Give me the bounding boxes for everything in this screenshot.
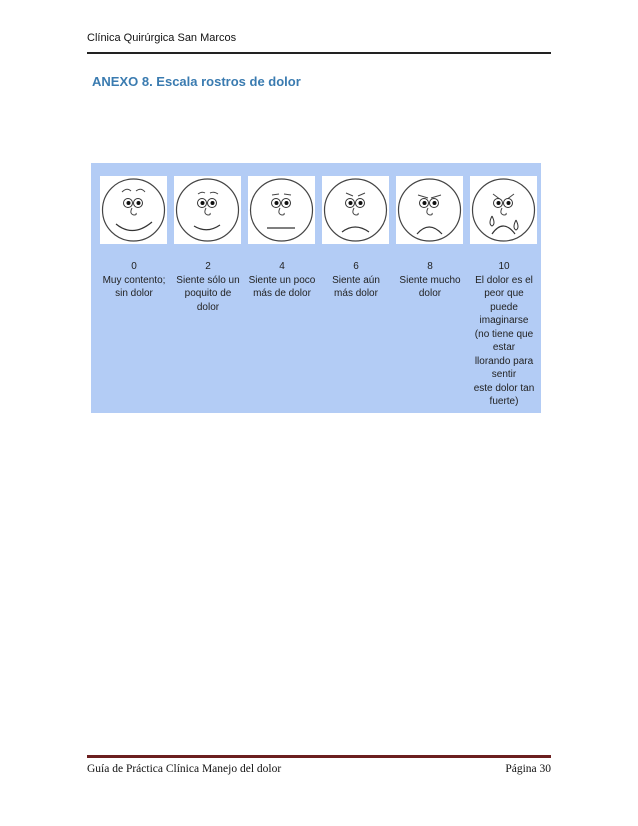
- scale-value: 4: [279, 261, 285, 272]
- page-header: Clínica Quirúrgica San Marcos: [87, 32, 237, 44]
- page-number: Página 30: [505, 763, 551, 775]
- face-4-icon: [248, 176, 315, 244]
- scale-label-0: [94, 260, 174, 301]
- scale-description: El dolor es el peor que puede imaginarse (no tiene que estar llorando para sentir este dolor tan fuerte): [473, 274, 535, 407]
- face-8-icon: [396, 176, 463, 244]
- footer-title: Guía de Práctica Clínica Manejo del dolor: [87, 763, 282, 775]
- face-10-icon: [470, 176, 537, 244]
- footer-rule: [87, 755, 551, 758]
- scale-label-10: [464, 260, 544, 409]
- scale-label-4: [242, 260, 322, 301]
- scale-value: 6: [353, 261, 359, 272]
- scale-description: Siente mucho dolor: [399, 274, 461, 299]
- scale-value: 0: [131, 261, 137, 272]
- scale-label-2: [168, 260, 248, 314]
- scale-label-8: [390, 260, 470, 301]
- scale-description: Siente un poco más de dolor: [248, 274, 316, 299]
- scale-description: Siente aún más dolor: [332, 274, 380, 299]
- face-0-icon: [100, 176, 167, 244]
- pain-faces-scale: [91, 163, 541, 413]
- scale-value: 10: [498, 261, 510, 272]
- scale-value: 8: [427, 261, 433, 272]
- face-6-icon: [322, 176, 389, 244]
- scale-label-6: [316, 260, 396, 301]
- section-title: ANEXO 8. Escala rostros de dolor: [92, 74, 301, 89]
- header-rule: [87, 52, 551, 54]
- scale-description: Muy contento; sin dolor: [102, 274, 166, 299]
- face-2-icon: [174, 176, 241, 244]
- scale-description: Siente sólo un poquito de dolor: [176, 274, 240, 313]
- scale-value: 2: [205, 261, 211, 272]
